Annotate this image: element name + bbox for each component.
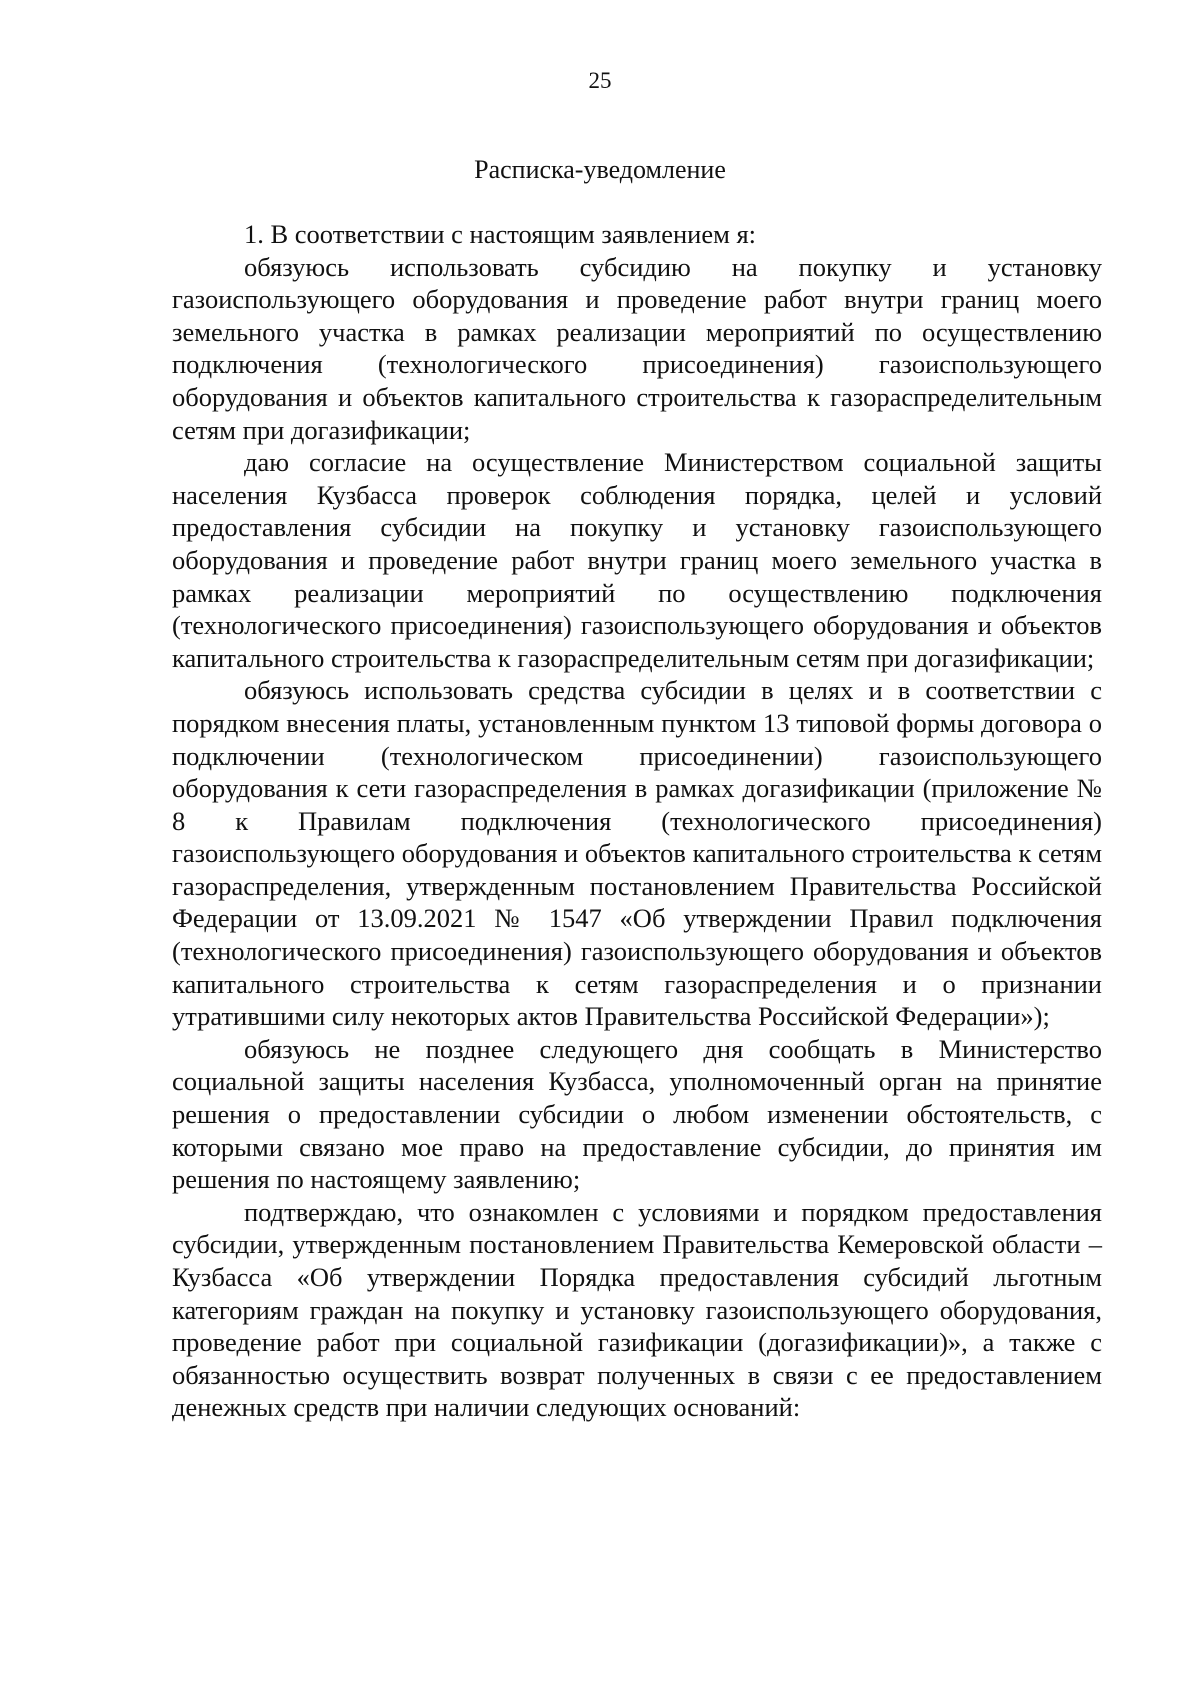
- page-number: 25: [588, 68, 612, 93]
- paragraph-confirmation: подтверждаю, что ознакомлен с условиями и порядком предоставления субсидии, утвержденным постановлением Правительства Кемеровской области – Кузбасса «Об утверждении Порядка предоставления субсидий льготным категориям граждан на покупку и установку газоиспользующего оборудования, проведение работ при социальной газификации (догазификации)», а также с обязанностью осуществить возврат полученных в связи с ее предоставлением денежных средств при наличии следующих оснований:: [172, 1196, 1102, 1423]
- paragraph-obligation-notify: обязуюсь не позднее следующего дня сообщать в Министерство социальной защиты населения Кузбасса, уполномоченный орган на принятие решения о предоставлении субсидии о любом изменении обстоятельств, с которыми связано мое право на предоставление субсидии, до принятия им решения по настоящему заявлению;: [172, 1033, 1102, 1195]
- paragraph-intro: 1. В соответствии с настоящим заявлением я:: [244, 219, 757, 249]
- paragraph-obligation-payment-procedure: обязуюсь использовать средства субсидии в целях и в соответствии с порядком внесения платы, установленным пунктом 13 типовой формы договора о подключении (технологическом присоединении) газоиспользующего оборудования к сети газораспределения в рамках догазификации (приложение № 8 к Правилам подключения (технологического присоединения) газоиспользующего оборудования и объектов капитального строительства к сетям газораспределения, утвержденным постановлением Правительства Российской Федерации от 13.09.2021 № 1547 «Об утверждении Правил подключения (технологического присоединения) газоиспользующего оборудования и объектов капитального строительства к сетям газораспределения и о признании утратившими силу некоторых актов Правительства Российской Федерации»);: [172, 675, 1102, 1032]
- document-title: Расписка-уведомление: [474, 155, 726, 184]
- paragraph-obligation-use-subsidy: обязуюсь использовать субсидию на покупку и установку газоиспользующего оборудования и проведение работ внутри границ моего земельного участка в рамках реализации мероприятий по осуществлению подключения (технологического присоединения) газоиспользующего оборудования и объектов капитального строительства к газораспределительным сетям при догазификации;: [172, 251, 1102, 445]
- document-body: [172, 218, 1102, 1424]
- paragraph-consent-inspections: даю согласие на осуществление Министерством социальной защиты населения Кузбасса проверок соблюдения порядка, целей и условий предоставления субсидии на покупку и установку газоиспользующего оборудования и проведение работ внутри границ моего земельного участка в рамках реализации мероприятий по осуществлению подключения (технологического присоединения) газоиспользующего оборудования и объектов капитального строительства к газораспределительным сетям при догазификации;: [172, 447, 1102, 673]
